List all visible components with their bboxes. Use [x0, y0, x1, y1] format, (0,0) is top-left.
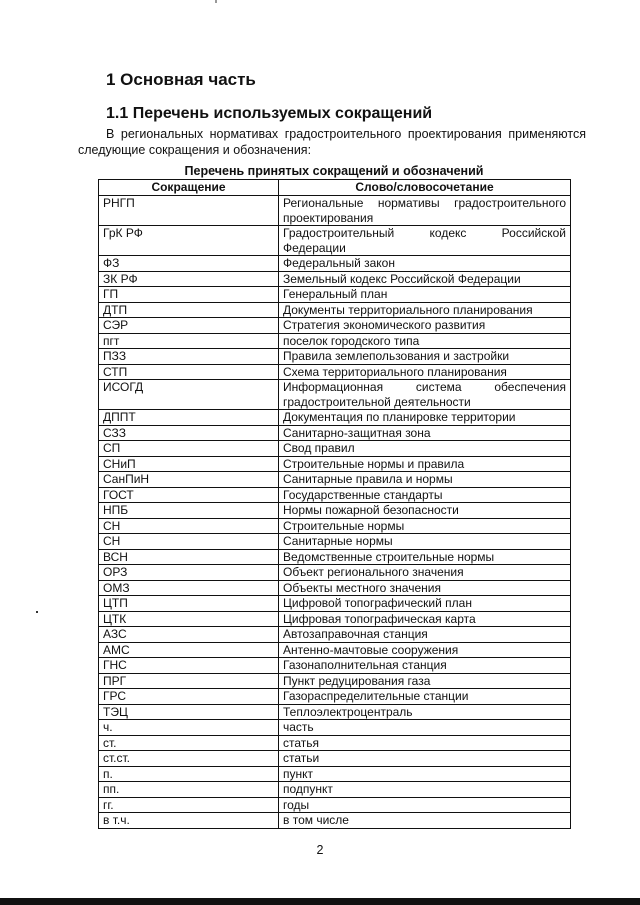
term-cell: Земельный кодекс Российской Федерации	[279, 271, 571, 287]
term-cell: Региональные нормативы градостроительного проектирования	[279, 196, 571, 226]
abbreviation-cell: ПРГ	[99, 673, 279, 689]
scan-border	[0, 898, 640, 905]
table-row	[99, 673, 571, 689]
table-body	[99, 196, 571, 829]
table-row	[99, 196, 571, 226]
abbreviation-cell: СН	[99, 518, 279, 534]
abbreviation-cell: ч.	[99, 720, 279, 736]
table-row	[99, 580, 571, 596]
abbreviation-cell: п.	[99, 766, 279, 782]
abbreviation-cell: ЦТК	[99, 611, 279, 627]
abbreviation-cell: пгт	[99, 333, 279, 349]
abbreviation-cell: ДТП	[99, 302, 279, 318]
abbreviation-cell: ОМЗ	[99, 580, 279, 596]
section-heading: 1 Основная часть	[106, 70, 256, 89]
term-cell: Газораспределительные станции	[279, 689, 571, 705]
term-cell: Свод правил	[279, 441, 571, 457]
abbreviation-cell: ПЗЗ	[99, 349, 279, 365]
table-row	[99, 596, 571, 612]
abbreviation-cell: ИСОГД	[99, 380, 279, 410]
abbreviation-cell: СП	[99, 441, 279, 457]
table-row	[99, 441, 571, 457]
abbreviation-cell: ОРЗ	[99, 565, 279, 581]
term-cell: Документы территориального планирования	[279, 302, 571, 318]
term-cell: Градостроительный кодекс Российской Федерации	[279, 226, 571, 256]
table-row	[99, 534, 571, 550]
term-cell: Антенно-мачтовые сооружения	[279, 642, 571, 658]
table-row	[99, 735, 571, 751]
table-row	[99, 549, 571, 565]
scan-dot	[36, 611, 38, 613]
table-row	[99, 720, 571, 736]
term-cell: Цифровая топографическая карта	[279, 611, 571, 627]
table-row	[99, 410, 571, 426]
abbreviation-cell: СНиП	[99, 456, 279, 472]
term-cell: Стратегия экономического развития	[279, 318, 571, 334]
term-cell: Объекты местного значения	[279, 580, 571, 596]
term-cell: Теплоэлектроцентраль	[279, 704, 571, 720]
term-cell: Строительные нормы	[279, 518, 571, 534]
term-cell: Федеральный закон	[279, 256, 571, 272]
term-cell: годы	[279, 797, 571, 813]
table-row	[99, 518, 571, 534]
abbreviation-cell: ФЗ	[99, 256, 279, 272]
abbreviation-cell: ГрК РФ	[99, 226, 279, 256]
abbreviation-cell: ДППТ	[99, 410, 279, 426]
term-cell: Генеральный план	[279, 287, 571, 303]
abbreviation-cell: ГНС	[99, 658, 279, 674]
abbreviation-cell: СанПиН	[99, 472, 279, 488]
abbreviation-cell: СН	[99, 534, 279, 550]
term-cell: Пункт редуцирования газа	[279, 673, 571, 689]
abbreviation-cell: РНГП	[99, 196, 279, 226]
term-cell: Газонаполнительная станция	[279, 658, 571, 674]
abbreviations-table	[98, 179, 571, 829]
table-row	[99, 271, 571, 287]
abbreviation-cell: СЭР	[99, 318, 279, 334]
term-cell: пункт	[279, 766, 571, 782]
term-cell: часть	[279, 720, 571, 736]
table-row	[99, 318, 571, 334]
abbreviation-cell: ГРС	[99, 689, 279, 705]
table-row	[99, 704, 571, 720]
subsection-heading: 1.1 Перечень используемых сокращений	[106, 105, 433, 122]
table-row	[99, 565, 571, 581]
table-row	[99, 503, 571, 519]
term-cell: Цифровой топографический план	[279, 596, 571, 612]
table-row	[99, 658, 571, 674]
term-cell: Строительные нормы и правила	[279, 456, 571, 472]
table-row	[99, 425, 571, 441]
abbreviation-cell: в т.ч.	[99, 813, 279, 829]
abbreviation-cell: ТЭЦ	[99, 704, 279, 720]
table-row	[99, 364, 571, 380]
table-row	[99, 333, 571, 349]
table-row	[99, 302, 571, 318]
table-row	[99, 349, 571, 365]
term-cell: Государственные стандарты	[279, 487, 571, 503]
table-row	[99, 782, 571, 798]
table-row	[99, 642, 571, 658]
term-cell: Нормы пожарной безопасности	[279, 503, 571, 519]
abbreviation-cell: СТП	[99, 364, 279, 380]
term-cell: статья	[279, 735, 571, 751]
term-cell: Правила землепользования и застройки	[279, 349, 571, 365]
header-abbreviation: Сокращение	[99, 180, 279, 196]
table-row	[99, 751, 571, 767]
table-row	[99, 487, 571, 503]
table-row	[99, 472, 571, 488]
abbreviation-cell: ст.ст.	[99, 751, 279, 767]
table-row	[99, 627, 571, 643]
term-cell: Санитарные правила и нормы	[279, 472, 571, 488]
table-row	[99, 256, 571, 272]
abbreviation-cell: ГОСТ	[99, 487, 279, 503]
term-cell: Информационная система обеспечения градостроительной деятельности	[279, 380, 571, 410]
term-cell: Объект регионального значения	[279, 565, 571, 581]
page-number: 2	[316, 843, 324, 857]
table-row	[99, 797, 571, 813]
term-cell: статьи	[279, 751, 571, 767]
abbreviation-cell: пп.	[99, 782, 279, 798]
table-header-row	[99, 180, 571, 196]
table-row	[99, 611, 571, 627]
term-cell: Санитарно-защитная зона	[279, 425, 571, 441]
term-cell: Санитарные нормы	[279, 534, 571, 550]
abbreviation-cell: ЦТП	[99, 596, 279, 612]
intro-paragraph: В региональных нормативах градостроительного проектирования применяются следующие сокращения и обозначения:	[78, 127, 586, 157]
term-cell: Схема территориального планирования	[279, 364, 571, 380]
table-row	[99, 813, 571, 829]
abbreviation-cell: ст.	[99, 735, 279, 751]
abbreviation-cell: СЗЗ	[99, 425, 279, 441]
abbreviation-cell: ВСН	[99, 549, 279, 565]
term-cell: Документация по планировке территории	[279, 410, 571, 426]
scan-mark	[215, 0, 217, 3]
term-cell: подпункт	[279, 782, 571, 798]
term-cell: Ведомственные строительные нормы	[279, 549, 571, 565]
abbreviation-cell: АЗС	[99, 627, 279, 643]
abbreviation-cell: НПБ	[99, 503, 279, 519]
abbreviation-cell: ЗК РФ	[99, 271, 279, 287]
abbreviation-cell: АМС	[99, 642, 279, 658]
term-cell: Автозаправочная станция	[279, 627, 571, 643]
term-cell: поселок городского типа	[279, 333, 571, 349]
table-row	[99, 287, 571, 303]
table-row	[99, 380, 571, 410]
abbreviation-cell: ГП	[99, 287, 279, 303]
table-row	[99, 456, 571, 472]
table-row	[99, 766, 571, 782]
header-term: Слово/словосочетание	[279, 180, 571, 196]
abbreviation-cell: гг.	[99, 797, 279, 813]
term-cell: в том числе	[279, 813, 571, 829]
table-row	[99, 226, 571, 256]
table-row	[99, 689, 571, 705]
table-caption: Перечень принятых сокращений и обозначений	[184, 164, 484, 178]
